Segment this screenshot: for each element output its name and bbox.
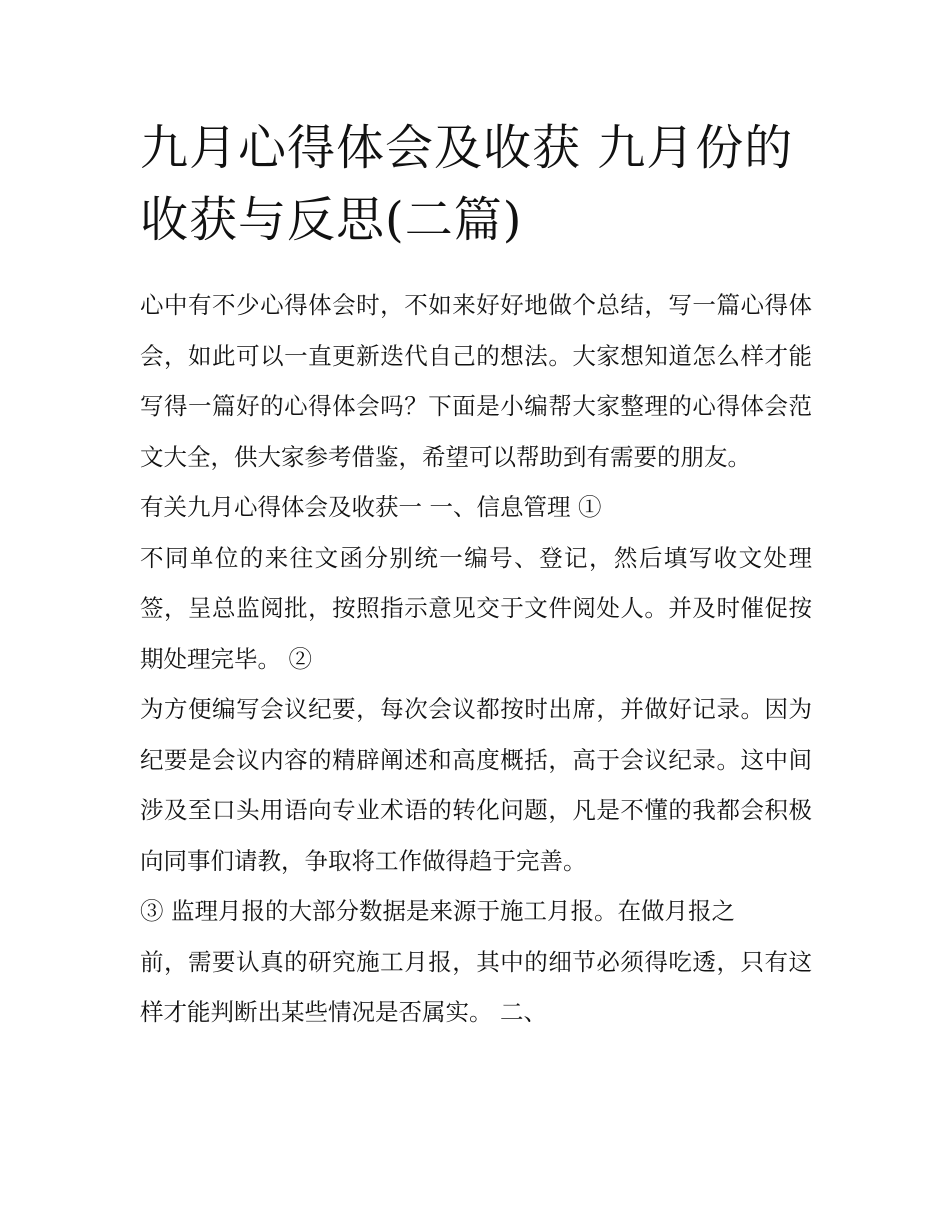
document-body [140,280,812,1038]
title-line-2: 收获与反思(二篇) [140,192,523,248]
body-paragraph-item-3-start: ③ 监理月报的大部分数据是来源于施工月报。在做月报之 [140,897,735,925]
title-line-1: 九月心得体会及收获 九月份的 [140,120,794,176]
body-paragraph-intro: 心中有不少心得体会时，不如来好好地做个总结，写一篇心得体会，如此可以一直更新迭代自己的想法。大家想知道怎么样才能写得一篇好的心得体会吗？下面是小编帮大家整理的心得体会范文大全，供大家参考借鉴，希望可以帮助到有需要的朋友。 [140,291,812,471]
body-paragraph-item-2: 为方便编写会议纪要，每次会议都按时出席，并做好记录。因为纪要是会议内容的精辟阐述和高度概括，高于会议纪录。这中间涉及至口头用语向专业术语的转化问题，凡是不懂的我都会积极向同事们请教，争取将工作做得趋于完善。 [140,695,812,875]
document-title [140,112,820,256]
body-paragraph-item-3-cont: 前，需要认真的研究施工月报，其中的细节必须得吃透，只有这样才能判断出某些情况是否属实。 二、 [140,947,812,1026]
body-paragraph-section-heading: 有关九月心得体会及收获一 一、信息管理 ① [140,493,602,521]
body-paragraph-item-1: 不同单位的来往文函分别统一编号、登记，然后填写收文处理签，呈总监阅批，按照指示意见交于文件阅处人。并及时催促按期处理完毕。 ② [140,543,812,673]
